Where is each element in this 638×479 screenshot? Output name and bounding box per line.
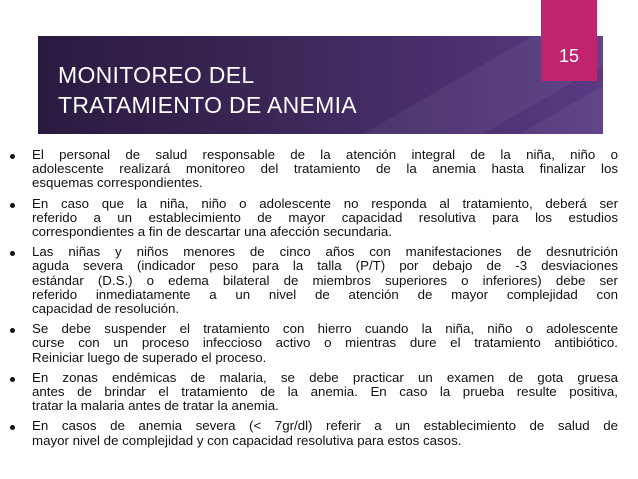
text-line: curse con un proceso infeccioso activo o mientras dure el tratamiento antibiótico. xyxy=(32,335,618,351)
slide-title xyxy=(58,60,357,120)
text-line: capacidad de resolución. xyxy=(32,301,180,317)
slide-title-line: TRATAMIENTO DE ANEMIA xyxy=(58,92,357,118)
bullet-icon xyxy=(10,328,15,333)
slide-number: 15 xyxy=(558,46,580,66)
text-line: estándar (D.S.) o edema bilateral de miembros superiores o inferiores) debe ser xyxy=(32,272,618,288)
text-line: En caso que la niña, niño o adolescente no responda al tratamiento, deberá ser xyxy=(32,195,618,211)
text-line: En zonas endémicas de malaria, se debe practicar un examen de gota gruesa xyxy=(32,369,618,385)
text-line: tratar la malaria antes de tratar la anemia. xyxy=(32,398,279,414)
title-banner xyxy=(38,36,603,134)
bullet-list xyxy=(8,148,618,454)
list-item xyxy=(8,197,618,240)
text-line: aguda severa (indicador peso para la talla (P/T) por debajo de -3 desviaciones xyxy=(32,258,618,274)
text-line: adolescente realizará monitoreo del tratamiento de la anemia hasta finalizar los xyxy=(32,161,618,177)
text-line: Las niñas y niños menores de cinco años con manifestaciones de desnutrición xyxy=(32,244,618,260)
text-line: Reiniciar luego de superado el proceso. xyxy=(32,349,267,365)
slide-number-tab xyxy=(541,0,597,81)
text-line: referido a un establecimiento de mayor capacidad resolutiva para los estudios xyxy=(32,209,618,225)
bullet-icon xyxy=(10,203,15,208)
list-item xyxy=(8,322,618,365)
list-item xyxy=(8,148,618,191)
list-item xyxy=(8,371,618,414)
list-item xyxy=(8,245,618,316)
text-line: referido inmediatamente a un nivel de atención de mayor complejidad con xyxy=(32,286,618,302)
text-line: El personal de salud responsable de la atención integral de la niña, niño o xyxy=(32,147,618,162)
bullet-icon xyxy=(10,251,15,256)
text-line: correspondientes a fin de descartar una afección secundaria. xyxy=(32,224,392,240)
bullet-icon xyxy=(10,377,15,382)
text-line: En casos de anemia severa (< 7gr/dl) referir a un establecimiento de salud de xyxy=(32,418,618,434)
bullet-icon xyxy=(10,425,15,430)
slide-title-line: MONITOREO DEL xyxy=(58,62,255,88)
text-line: mayor nivel de complejidad y con capacidad resolutiva para estos casos. xyxy=(32,432,462,448)
text-line: esquemas correspondientes. xyxy=(32,175,203,191)
list-item xyxy=(8,419,618,447)
text-line: antes de brindar el tratamiento de la anemia. En caso la prueba resulte positiva, xyxy=(32,384,618,400)
text-line: Se debe suspender el tratamiento con hierro cuando la niña, niño o adolescente xyxy=(32,321,618,337)
bullet-icon xyxy=(10,154,15,159)
